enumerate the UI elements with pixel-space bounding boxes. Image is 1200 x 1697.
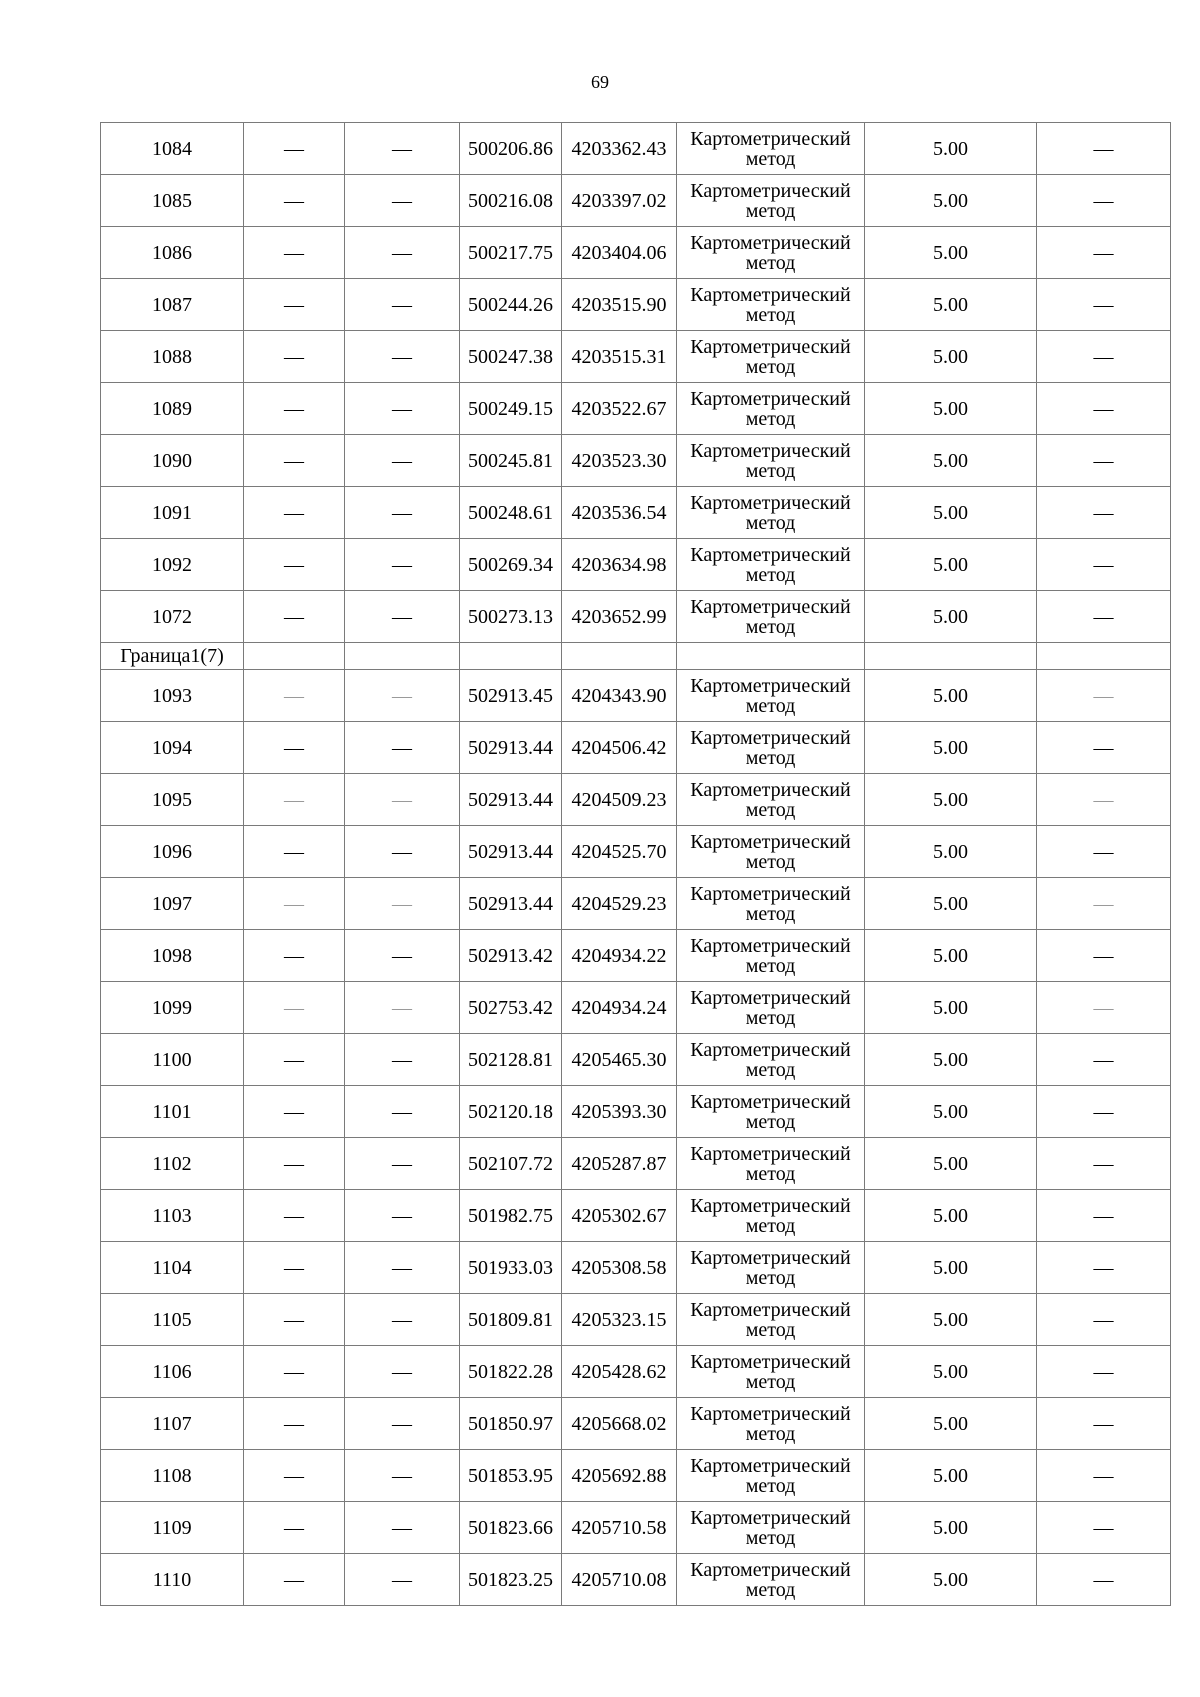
dash-cell: — xyxy=(244,539,345,591)
dash-cell: — xyxy=(1037,774,1171,826)
accuracy-cell: 5.00 xyxy=(865,383,1037,435)
accuracy-cell: 5.00 xyxy=(865,175,1037,227)
dash-cell: — xyxy=(345,1346,460,1398)
method-cell: Картометрический метод xyxy=(677,435,865,487)
table-row xyxy=(101,982,1171,1034)
x-coordinate-cell: 500248.61 xyxy=(460,487,562,539)
dash-cell: — xyxy=(345,930,460,982)
dash-cell: — xyxy=(1037,982,1171,1034)
accuracy-cell: 5.00 xyxy=(865,1086,1037,1138)
x-coordinate-cell: 502128.81 xyxy=(460,1034,562,1086)
accuracy-cell: 5.00 xyxy=(865,1138,1037,1190)
method-cell: Картометрический метод xyxy=(677,1034,865,1086)
accuracy-cell: 5.00 xyxy=(865,982,1037,1034)
dash-cell: — xyxy=(244,1346,345,1398)
method-cell: Картометрический метод xyxy=(677,539,865,591)
dash-cell: — xyxy=(244,1190,345,1242)
accuracy-cell: 5.00 xyxy=(865,1502,1037,1554)
section-header-row xyxy=(101,643,1171,670)
accuracy-cell: 5.00 xyxy=(865,1450,1037,1502)
method-cell: Картометрический метод xyxy=(677,1346,865,1398)
dash-cell: — xyxy=(244,435,345,487)
accuracy-cell: 5.00 xyxy=(865,1190,1037,1242)
table-row xyxy=(101,1398,1171,1450)
accuracy-cell: 5.00 xyxy=(865,1554,1037,1606)
dash-cell: — xyxy=(1037,1502,1171,1554)
table-row xyxy=(101,1346,1171,1398)
dash-cell: — xyxy=(345,826,460,878)
point-id-cell: 1085 xyxy=(101,175,244,227)
dash-cell: — xyxy=(244,722,345,774)
y-coordinate-cell: 4203634.98 xyxy=(562,539,677,591)
dash-cell: — xyxy=(244,383,345,435)
point-id-cell: 1108 xyxy=(101,1450,244,1502)
page-number: 69 xyxy=(591,72,609,92)
accuracy-cell: 5.00 xyxy=(865,487,1037,539)
point-id-cell: 1099 xyxy=(101,982,244,1034)
dash-cell: — xyxy=(1037,878,1171,930)
point-id-cell: 1090 xyxy=(101,435,244,487)
empty-cell xyxy=(865,643,1037,670)
accuracy-cell: 5.00 xyxy=(865,1398,1037,1450)
dash-cell: — xyxy=(244,1034,345,1086)
table-row xyxy=(101,539,1171,591)
table-row xyxy=(101,1086,1171,1138)
table-row xyxy=(101,383,1171,435)
method-cell: Картометрический метод xyxy=(677,1554,865,1606)
dash-cell: — xyxy=(345,487,460,539)
dash-cell: — xyxy=(345,1502,460,1554)
point-id-cell: 1096 xyxy=(101,826,244,878)
x-coordinate-cell: 500273.13 xyxy=(460,591,562,643)
section-label: Граница1(7) xyxy=(101,643,244,670)
dash-cell: — xyxy=(345,279,460,331)
x-coordinate-cell: 501853.95 xyxy=(460,1450,562,1502)
method-cell: Картометрический метод xyxy=(677,1502,865,1554)
x-coordinate-cell: 501933.03 xyxy=(460,1242,562,1294)
accuracy-cell: 5.00 xyxy=(865,591,1037,643)
method-cell: Картометрический метод xyxy=(677,1398,865,1450)
dash-cell: — xyxy=(244,878,345,930)
x-coordinate-cell: 502107.72 xyxy=(460,1138,562,1190)
dash-cell: — xyxy=(1037,1294,1171,1346)
dash-cell: — xyxy=(244,670,345,722)
table-row xyxy=(101,279,1171,331)
y-coordinate-cell: 4205710.08 xyxy=(562,1554,677,1606)
dash-cell: — xyxy=(345,591,460,643)
point-id-cell: 1105 xyxy=(101,1294,244,1346)
dash-cell: — xyxy=(345,722,460,774)
dash-cell: — xyxy=(244,591,345,643)
method-cell: Картометрический метод xyxy=(677,826,865,878)
y-coordinate-cell: 4205710.58 xyxy=(562,1502,677,1554)
dash-cell: — xyxy=(345,774,460,826)
method-cell: Картометрический метод xyxy=(677,930,865,982)
method-cell: Картометрический метод xyxy=(677,722,865,774)
y-coordinate-cell: 4204529.23 xyxy=(562,878,677,930)
x-coordinate-cell: 500244.26 xyxy=(460,279,562,331)
y-coordinate-cell: 4204525.70 xyxy=(562,826,677,878)
dash-cell: — xyxy=(244,1242,345,1294)
dash-cell: — xyxy=(244,1294,345,1346)
table-row xyxy=(101,331,1171,383)
x-coordinate-cell: 502913.44 xyxy=(460,722,562,774)
dash-cell: — xyxy=(244,123,345,175)
x-coordinate-cell: 502753.42 xyxy=(460,982,562,1034)
empty-cell xyxy=(345,643,460,670)
dash-cell: — xyxy=(345,539,460,591)
dash-cell: — xyxy=(1037,123,1171,175)
table-row xyxy=(101,826,1171,878)
accuracy-cell: 5.00 xyxy=(865,774,1037,826)
point-id-cell: 1088 xyxy=(101,331,244,383)
point-id-cell: 1095 xyxy=(101,774,244,826)
empty-cell xyxy=(677,643,865,670)
x-coordinate-cell: 501809.81 xyxy=(460,1294,562,1346)
method-cell: Картометрический метод xyxy=(677,227,865,279)
method-cell: Картометрический метод xyxy=(677,1190,865,1242)
table-row xyxy=(101,878,1171,930)
dash-cell: — xyxy=(345,1190,460,1242)
x-coordinate-cell: 502913.45 xyxy=(460,670,562,722)
y-coordinate-cell: 4203523.30 xyxy=(562,435,677,487)
dash-cell: — xyxy=(1037,826,1171,878)
point-id-cell: 1102 xyxy=(101,1138,244,1190)
method-cell: Картометрический метод xyxy=(677,487,865,539)
dash-cell: — xyxy=(345,1138,460,1190)
dash-cell: — xyxy=(345,1242,460,1294)
method-cell: Картометрический метод xyxy=(677,383,865,435)
y-coordinate-cell: 4205308.58 xyxy=(562,1242,677,1294)
method-cell: Картометрический метод xyxy=(677,331,865,383)
y-coordinate-cell: 4203515.31 xyxy=(562,331,677,383)
accuracy-cell: 5.00 xyxy=(865,279,1037,331)
point-id-cell: 1091 xyxy=(101,487,244,539)
dash-cell: — xyxy=(1037,1138,1171,1190)
dash-cell: — xyxy=(345,1450,460,1502)
accuracy-cell: 5.00 xyxy=(865,930,1037,982)
accuracy-cell: 5.00 xyxy=(865,670,1037,722)
y-coordinate-cell: 4205302.67 xyxy=(562,1190,677,1242)
y-coordinate-cell: 4205323.15 xyxy=(562,1294,677,1346)
point-id-cell: 1087 xyxy=(101,279,244,331)
y-coordinate-cell: 4205428.62 xyxy=(562,1346,677,1398)
table-row xyxy=(101,1242,1171,1294)
x-coordinate-cell: 500216.08 xyxy=(460,175,562,227)
x-coordinate-cell: 500217.75 xyxy=(460,227,562,279)
method-cell: Картометрический метод xyxy=(677,1242,865,1294)
dash-cell: — xyxy=(1037,227,1171,279)
method-cell: Картометрический метод xyxy=(677,279,865,331)
accuracy-cell: 5.00 xyxy=(865,1294,1037,1346)
method-cell: Картометрический метод xyxy=(677,123,865,175)
accuracy-cell: 5.00 xyxy=(865,539,1037,591)
table-row xyxy=(101,435,1171,487)
table-row xyxy=(101,227,1171,279)
y-coordinate-cell: 4204934.24 xyxy=(562,982,677,1034)
y-coordinate-cell: 4203522.67 xyxy=(562,383,677,435)
empty-cell xyxy=(562,643,677,670)
dash-cell: — xyxy=(1037,1398,1171,1450)
dash-cell: — xyxy=(345,435,460,487)
dash-cell: — xyxy=(244,982,345,1034)
accuracy-cell: 5.00 xyxy=(865,1034,1037,1086)
table-row xyxy=(101,670,1171,722)
point-id-cell: 1092 xyxy=(101,539,244,591)
dash-cell: — xyxy=(1037,670,1171,722)
y-coordinate-cell: 4205692.88 xyxy=(562,1450,677,1502)
y-coordinate-cell: 4204934.22 xyxy=(562,930,677,982)
method-cell: Картометрический метод xyxy=(677,774,865,826)
x-coordinate-cell: 501823.25 xyxy=(460,1554,562,1606)
table-row xyxy=(101,1190,1171,1242)
dash-cell: — xyxy=(345,175,460,227)
table-row xyxy=(101,591,1171,643)
dash-cell: — xyxy=(1037,1554,1171,1606)
dash-cell: — xyxy=(345,1086,460,1138)
table-row xyxy=(101,774,1171,826)
dash-cell: — xyxy=(1037,1034,1171,1086)
empty-cell xyxy=(1037,643,1171,670)
x-coordinate-cell: 500249.15 xyxy=(460,383,562,435)
y-coordinate-cell: 4203362.43 xyxy=(562,123,677,175)
x-coordinate-cell: 501850.97 xyxy=(460,1398,562,1450)
dash-cell: — xyxy=(1037,591,1171,643)
x-coordinate-cell: 502913.42 xyxy=(460,930,562,982)
dash-cell: — xyxy=(244,1086,345,1138)
point-id-cell: 1104 xyxy=(101,1242,244,1294)
table-row xyxy=(101,175,1171,227)
empty-cell xyxy=(460,643,562,670)
dash-cell: — xyxy=(345,1554,460,1606)
accuracy-cell: 5.00 xyxy=(865,1242,1037,1294)
dash-cell: — xyxy=(244,487,345,539)
point-id-cell: 1103 xyxy=(101,1190,244,1242)
x-coordinate-cell: 502913.44 xyxy=(460,774,562,826)
accuracy-cell: 5.00 xyxy=(865,826,1037,878)
accuracy-cell: 5.00 xyxy=(865,435,1037,487)
dash-cell: — xyxy=(244,331,345,383)
dash-cell: — xyxy=(1037,435,1171,487)
dash-cell: — xyxy=(244,227,345,279)
dash-cell: — xyxy=(244,930,345,982)
table-row xyxy=(101,722,1171,774)
dash-cell: — xyxy=(345,982,460,1034)
dash-cell: — xyxy=(1037,1242,1171,1294)
point-id-cell: 1094 xyxy=(101,722,244,774)
point-id-cell: 1084 xyxy=(101,123,244,175)
dash-cell: — xyxy=(1037,539,1171,591)
y-coordinate-cell: 4204509.23 xyxy=(562,774,677,826)
point-id-cell: 1109 xyxy=(101,1502,244,1554)
method-cell: Картометрический метод xyxy=(677,1138,865,1190)
table-row xyxy=(101,1294,1171,1346)
point-id-cell: 1098 xyxy=(101,930,244,982)
x-coordinate-cell: 502120.18 xyxy=(460,1086,562,1138)
table-row xyxy=(101,1502,1171,1554)
x-coordinate-cell: 502913.44 xyxy=(460,826,562,878)
table-row xyxy=(101,487,1171,539)
table-row xyxy=(101,1034,1171,1086)
dash-cell: — xyxy=(1037,383,1171,435)
point-id-cell: 1110 xyxy=(101,1554,244,1606)
method-cell: Картометрический метод xyxy=(677,175,865,227)
point-id-cell: 1086 xyxy=(101,227,244,279)
table-row xyxy=(101,1450,1171,1502)
accuracy-cell: 5.00 xyxy=(865,878,1037,930)
dash-cell: — xyxy=(244,279,345,331)
x-coordinate-cell: 500245.81 xyxy=(460,435,562,487)
dash-cell: — xyxy=(345,123,460,175)
dash-cell: — xyxy=(1037,930,1171,982)
x-coordinate-cell: 500247.38 xyxy=(460,331,562,383)
point-id-cell: 1106 xyxy=(101,1346,244,1398)
dash-cell: — xyxy=(1037,175,1171,227)
accuracy-cell: 5.00 xyxy=(865,1346,1037,1398)
table-row xyxy=(101,1554,1171,1606)
coordinates-table xyxy=(100,122,1171,1606)
dash-cell: — xyxy=(244,1138,345,1190)
method-cell: Картометрический метод xyxy=(677,1450,865,1502)
y-coordinate-cell: 4205668.02 xyxy=(562,1398,677,1450)
dash-cell: — xyxy=(1037,722,1171,774)
dash-cell: — xyxy=(1037,1086,1171,1138)
accuracy-cell: 5.00 xyxy=(865,123,1037,175)
dash-cell: — xyxy=(244,1554,345,1606)
y-coordinate-cell: 4203397.02 xyxy=(562,175,677,227)
point-id-cell: 1093 xyxy=(101,670,244,722)
y-coordinate-cell: 4204343.90 xyxy=(562,670,677,722)
dash-cell: — xyxy=(345,670,460,722)
method-cell: Картометрический метод xyxy=(677,878,865,930)
table-row xyxy=(101,1138,1171,1190)
dash-cell: — xyxy=(345,383,460,435)
y-coordinate-cell: 4204506.42 xyxy=(562,722,677,774)
point-id-cell: 1101 xyxy=(101,1086,244,1138)
point-id-cell: 1089 xyxy=(101,383,244,435)
table-row xyxy=(101,123,1171,175)
accuracy-cell: 5.00 xyxy=(865,331,1037,383)
dash-cell: — xyxy=(244,1450,345,1502)
dash-cell: — xyxy=(244,1398,345,1450)
y-coordinate-cell: 4203536.54 xyxy=(562,487,677,539)
method-cell: Картометрический метод xyxy=(677,982,865,1034)
empty-cell xyxy=(244,643,345,670)
x-coordinate-cell: 500269.34 xyxy=(460,539,562,591)
table-row xyxy=(101,930,1171,982)
y-coordinate-cell: 4203404.06 xyxy=(562,227,677,279)
y-coordinate-cell: 4205287.87 xyxy=(562,1138,677,1190)
dash-cell: — xyxy=(345,331,460,383)
point-id-cell: 1107 xyxy=(101,1398,244,1450)
dash-cell: — xyxy=(244,826,345,878)
dash-cell: — xyxy=(244,175,345,227)
point-id-cell: 1072 xyxy=(101,591,244,643)
method-cell: Картометрический метод xyxy=(677,670,865,722)
dash-cell: — xyxy=(244,774,345,826)
dash-cell: — xyxy=(345,227,460,279)
dash-cell: — xyxy=(1037,279,1171,331)
dash-cell: — xyxy=(244,1502,345,1554)
dash-cell: — xyxy=(1037,487,1171,539)
x-coordinate-cell: 500206.86 xyxy=(460,123,562,175)
coordinates-table-body xyxy=(101,123,1171,1606)
dash-cell: — xyxy=(345,1294,460,1346)
dash-cell: — xyxy=(345,878,460,930)
x-coordinate-cell: 501982.75 xyxy=(460,1190,562,1242)
method-cell: Картометрический метод xyxy=(677,1294,865,1346)
dash-cell: — xyxy=(1037,1190,1171,1242)
accuracy-cell: 5.00 xyxy=(865,227,1037,279)
method-cell: Картометрический метод xyxy=(677,1086,865,1138)
y-coordinate-cell: 4205393.30 xyxy=(562,1086,677,1138)
x-coordinate-cell: 501822.28 xyxy=(460,1346,562,1398)
y-coordinate-cell: 4203652.99 xyxy=(562,591,677,643)
point-id-cell: 1100 xyxy=(101,1034,244,1086)
accuracy-cell: 5.00 xyxy=(865,722,1037,774)
x-coordinate-cell: 501823.66 xyxy=(460,1502,562,1554)
dash-cell: — xyxy=(345,1398,460,1450)
dash-cell: — xyxy=(345,1034,460,1086)
dash-cell: — xyxy=(1037,331,1171,383)
y-coordinate-cell: 4205465.30 xyxy=(562,1034,677,1086)
method-cell: Картометрический метод xyxy=(677,591,865,643)
x-coordinate-cell: 502913.44 xyxy=(460,878,562,930)
dash-cell: — xyxy=(1037,1450,1171,1502)
dash-cell: — xyxy=(1037,1346,1171,1398)
point-id-cell: 1097 xyxy=(101,878,244,930)
y-coordinate-cell: 4203515.90 xyxy=(562,279,677,331)
